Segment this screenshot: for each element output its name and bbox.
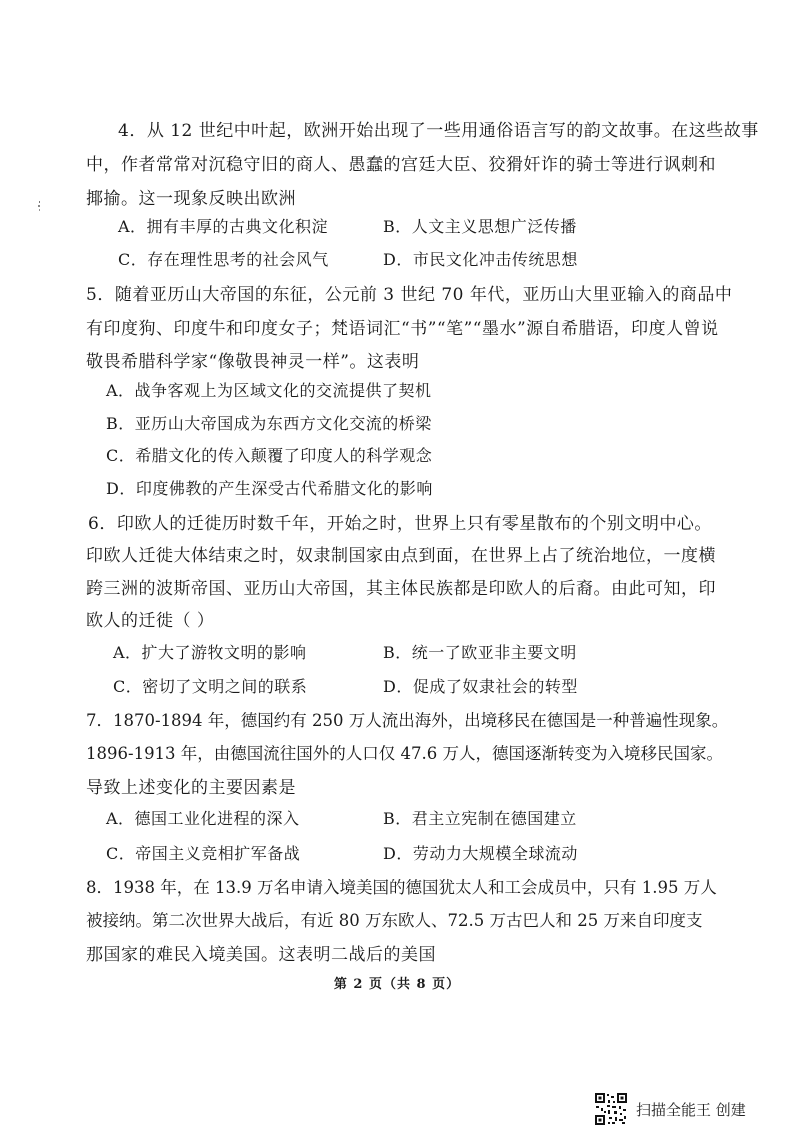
q7-stem-line-3: 导致上述变化的主要因素是 [86, 778, 296, 798]
scan-speck-mark [38, 196, 41, 206]
q8-stem-line-1: 8．1938 年，在 13.9 万名申请入境美国的德国犹太人和工会成员中，只有 1.95 万人 [86, 878, 717, 897]
watermark-text: 扫描全能王 创建 [636, 1100, 746, 1119]
scanner-watermark [594, 1092, 746, 1126]
q8-stem-line-3: 那国家的难民入境美国。这表明二战后的美国 [86, 945, 436, 965]
q5-option-d: D．印度佛教的产生深受古代希腊文化的影响 [106, 479, 433, 498]
q5-stem-line-1: 5．随着亚历山大帝国的东征，公元前 3 世纪 70 年代，亚历山大里亚输入的商品中 [86, 285, 733, 305]
q6-stem-line-2: 印欧人迁徙大体结束之时，奴隶制国家由点到面，在世界上占了统治地位，一度横 [86, 546, 716, 566]
q7-option-b: B．君主立宪制在德国建立 [383, 809, 577, 828]
q6-option-c: C．密切了文明之间的联系 [113, 677, 308, 696]
q7-option-c: C．帝国主义竞相扩军备战 [106, 844, 301, 863]
q5-stem-line-2: 有印度狗、印度牛和印度女子；梵语词汇“书”“笔”“墨水”源自希腊语，印度人曾说 [86, 319, 719, 339]
qr-code-icon [594, 1092, 628, 1126]
q4-stem-line-3: 揶揄。这一现象反映出欧洲 [86, 189, 296, 209]
q4-option-d: D．市民文化冲击传统思想 [383, 250, 578, 269]
q6-stem-line-1: 6．印欧人的迁徙历时数千年，开始之时，世界上只有零星散布的个别文明中心。 [88, 514, 712, 534]
q4-stem-line-2: 中，作者常常对沉稳守旧的商人、愚蠢的宫廷大臣、狡猾奸诈的骑士等进行讽刺和 [86, 155, 716, 175]
q4-option-a: A．拥有丰厚的古典文化积淀 [118, 217, 329, 236]
q7-option-d: D．劳动力大规模全球流动 [383, 844, 578, 863]
q5-option-b: B．亚历山大帝国成为东西方文化交流的桥梁 [106, 414, 432, 433]
q6-stem-line-3: 跨三洲的波斯帝国、亚历山大帝国，其主体民族都是印欧人的后裔。由此可知，印 [86, 579, 716, 599]
q5-stem-line-3: 敬畏希腊科学家“像敬畏神灵一样”。这表明 [86, 352, 420, 372]
q4-stem-line-1: 4．从 12 世纪中叶起，欧洲开始出现了一些用通俗语言写的韵文故事。在这些故事 [118, 121, 759, 141]
q5-option-a: A．战争客观上为区域文化的交流提供了契机 [106, 381, 432, 400]
page-number-footer: 第 2 页（共 8 页） [333, 977, 461, 992]
q6-option-d: D．促成了奴隶社会的转型 [383, 677, 578, 696]
q8-stem-line-2: 被接纳。第二次世界大战后，有近 80 万东欧人、72.5 万古巴人和 25 万来自印度支 [86, 911, 703, 930]
q6-option-b: B．统一了欧亚非主要文明 [383, 643, 577, 662]
q4-option-c: C．存在理性思考的社会风气 [118, 250, 329, 269]
q7-stem-line-2: 1896-1913 年，由德国流往国外的人口仅 47.6 万人，德国逐渐转变为入境移民国家。 [86, 744, 724, 763]
q6-stem-line-4: 欧人的迁徙（ ） [86, 611, 215, 631]
q6-option-a: A．扩大了游牧文明的影响 [113, 643, 307, 662]
q7-stem-line-1: 7．1870-1894 年，德国约有 250 万人流出海外，出境移民在德国是一种普遍性现象。 [86, 711, 729, 730]
q4-option-b: B．人文主义思想广泛传播 [383, 217, 577, 236]
q5-option-c: C．希腊文化的传入颠覆了印度人的科学观念 [106, 446, 433, 465]
q7-option-a: A．德国工业化进程的深入 [106, 809, 300, 828]
